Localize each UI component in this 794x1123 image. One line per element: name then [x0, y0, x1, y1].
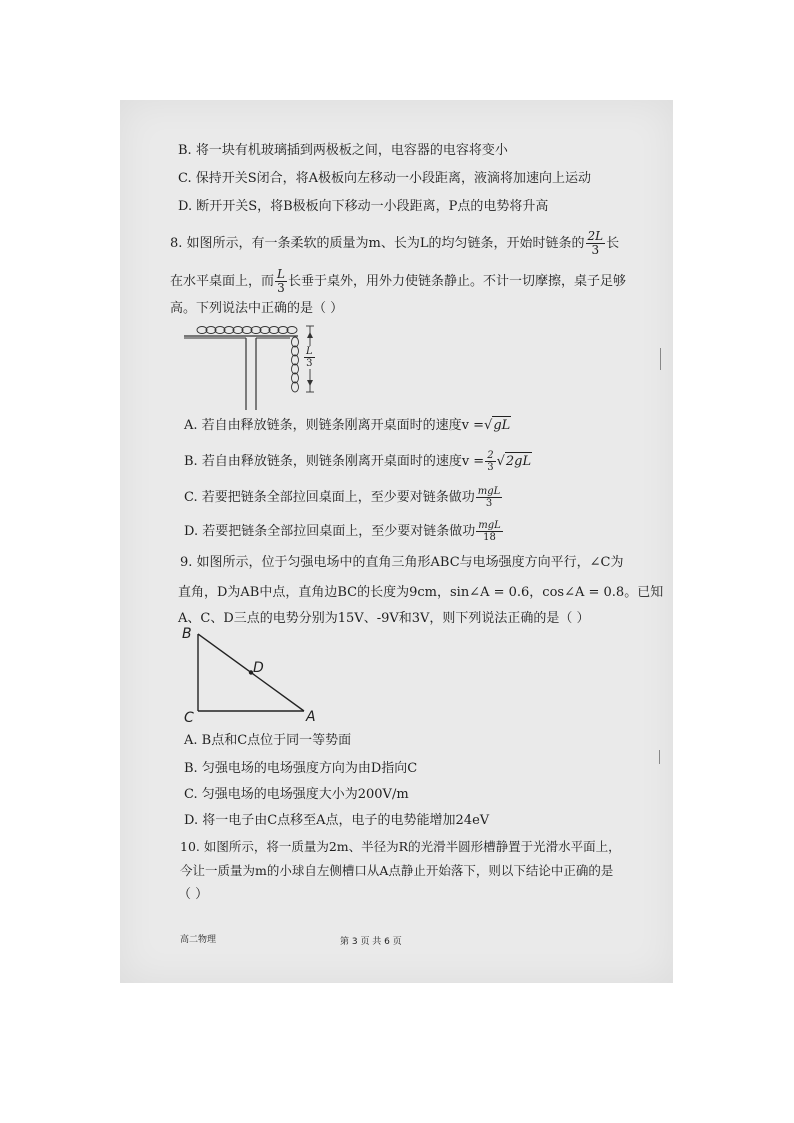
q9-stem-line3: A、C、D三点的电势分别为15V、-9V和3V，则下列说法正确的是（ ）: [178, 611, 590, 626]
vertex-label-b: B: [182, 626, 192, 642]
margin-mark: [659, 750, 660, 764]
q8-option-b: B. 若自由释放链条，则链条刚离开桌面时的速度v = $\frac{2}{3}$ √2gL: [184, 450, 532, 473]
q8-stem-line3: 高。下列说法中正确的是（ ）: [170, 301, 344, 316]
q10-stem-line2: 今让一质量为m的小球自左侧槽口从A点静止开始落下，则以下结论中正确的是: [180, 863, 614, 878]
q9-option-b: B. 匀强电场的电场强度方向为由D指向C: [184, 761, 418, 776]
footer-page-number: 第 3 页 共 6 页: [340, 937, 402, 947]
figure-label-l-over-3: $\frac{L}{3}$: [306, 346, 313, 369]
vertex-label-c: C: [184, 710, 194, 724]
q8-option-c: C. 若要把链条全部拉回桌面上，至少要对链条做功 $\frac{\text{mgL}}{3}$: [184, 486, 501, 509]
q9-stem-line1: 9. 如图所示，位于匀强电场中的直角三角形ABC与电场强度方向平行，∠C为: [180, 555, 624, 570]
footer-subject: 高二物理: [180, 935, 217, 945]
margin-mark: [660, 348, 661, 370]
fraction-mgl-over-3: $\frac{\text{mgL}}{3}$: [477, 486, 501, 509]
q7-option-b: B. 将一块有机玻璃插到两极板之间，电容器的电容将变小: [178, 143, 508, 158]
q9-option-d: D. 将一电子由C点移至A点，电子的电势能增加24eV: [184, 813, 490, 828]
q10-stem-line3: （ ）: [178, 887, 209, 902]
fraction-2l-over-3: $\frac{2L}{3}$: [587, 229, 604, 257]
q9-stem-line2: 直角，D为AB中点，直角边BC的长度为9cm，sin∠A = 0.6，cos∠A = 0.8。已知: [178, 585, 664, 600]
triangle-abc-figure: [178, 624, 328, 724]
vertex-label-a: A: [306, 709, 316, 724]
exam-page: [120, 100, 673, 983]
q8-stem-line1: 8. 如图所示，有一条柔软的质量为m、长为L的均匀链条，开始时链条的 $\frac{2L}{3}$ 长: [170, 229, 620, 257]
q10-stem-line1: 10. 如图所示，将一质量为2m、半径为R的光滑半圆形槽静置于光滑水平面上，: [180, 839, 621, 854]
fraction-mgl-over-18: $\frac{\text{mgL}}{18}$: [478, 520, 501, 543]
q9-option-c: C. 匀强电场的电场强度大小为200V/m: [184, 787, 409, 802]
fraction-l-over-3: $\frac{L}{3}$: [277, 267, 285, 295]
fraction-2-over-3: $\frac{2}{3}$: [487, 450, 494, 473]
q8-stem-line2: 在水平桌面上，而 $\frac{L}{3}$ 长垂于桌外，用外力使链条静止。不计一切摩擦，桌子足够: [170, 267, 626, 295]
q8-option-a: A. 若自由释放链条，则链条刚离开桌面时的速度v =√gL: [184, 418, 511, 433]
q9-option-a: A. B点和C点位于同一等势面: [184, 733, 352, 748]
point-label-d: D: [253, 660, 264, 676]
q7-option-c: C. 保持开关S闭合，将A极板向左移动一小段距离，液滴将加速向上运动: [178, 171, 592, 186]
q8-option-d: D. 若要把链条全部拉回桌面上，至少要对链条做功 $\frac{\text{mgL}}{18}$: [184, 520, 501, 543]
q7-option-d: D. 断开开关S，将B极板向下移动一小段距离，P点的电势将升高: [178, 199, 549, 214]
